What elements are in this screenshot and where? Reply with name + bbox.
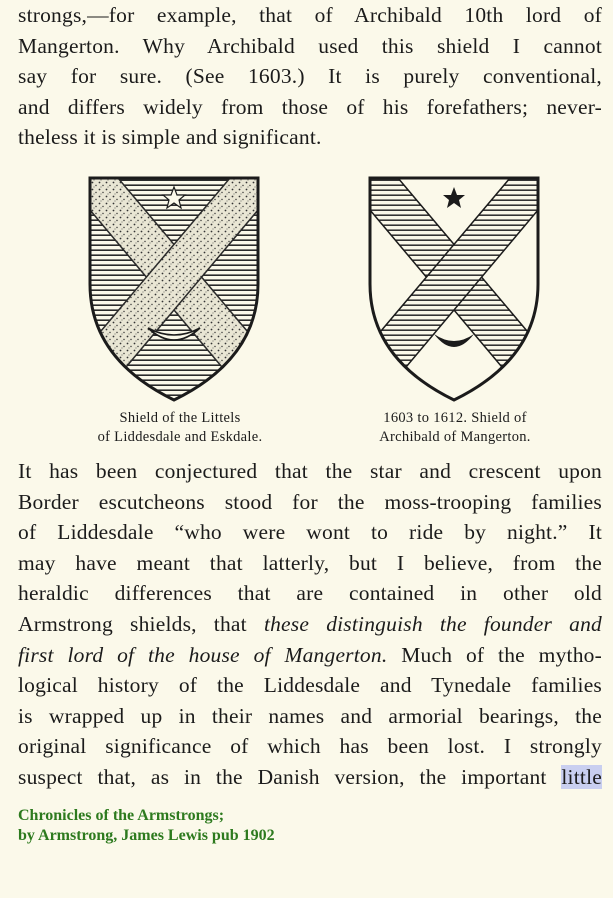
italic-emphasis: first lord of the house of Mangerton. <box>18 642 388 667</box>
italic-emphasis: these distinguish the founder and <box>263 611 602 636</box>
shield-mangerton-icon <box>364 174 544 404</box>
text-line: strongs,—for example, that of Archibald 10th lord of <box>18 3 602 27</box>
source-citation <box>18 806 275 846</box>
text-segment: Armstrong shields, that <box>18 611 264 636</box>
text-line <box>18 640 602 671</box>
shield-mangerton-figure <box>364 174 544 404</box>
shield-littels-icon <box>84 174 264 404</box>
text-line <box>18 762 602 793</box>
text-line: and differs widely from those of his forefathers; never- <box>18 94 602 119</box>
caption-line: of Liddesdale and Eskdale. <box>97 429 263 445</box>
selected-word-highlight[interactable]: little <box>561 764 602 789</box>
source-title: Chronicles of the Armstrongs; <box>18 807 225 824</box>
text-line: is wrapped up in their names and armorial bearings, the <box>18 703 602 728</box>
caption-line: Shield of the Littels <box>119 410 241 426</box>
text-segment: suspect that, as in the Danish version, the important <box>18 764 562 789</box>
text-segment: Much of the mytho- <box>387 642 602 667</box>
text-line: of Liddesdale “who were wont to ride by night.” It <box>18 520 602 545</box>
text-line <box>18 609 602 640</box>
text-line: original significance of which has been lost. I strongly <box>18 734 602 759</box>
caption-line: Archibald of Mangerton. <box>379 429 531 445</box>
bottom-paragraph <box>18 456 602 793</box>
source-author: by Armstrong, James Lewis pub 1902 <box>18 827 275 844</box>
shield-littels-figure <box>84 174 264 404</box>
top-paragraph <box>18 0 602 153</box>
text-line: logical history of the Liddesdale and Tynedale families <box>18 673 602 698</box>
text-line: say for sure. (See 1603.) It is purely conventional, <box>18 64 602 89</box>
text-line: Mangerton. Why Archibald used this shield I cannot <box>18 33 602 58</box>
text-line: may have meant that latterly, but I believe, from the <box>18 550 602 575</box>
text-line: It has been conjectured that the star and crescent upon <box>18 459 602 483</box>
shield-littels-caption <box>60 409 300 447</box>
text-line: Border escutcheons stood for the moss-trooping families <box>18 489 602 514</box>
caption-line: 1603 to 1612. Shield of <box>383 410 527 426</box>
shield-mangerton-caption <box>340 409 570 447</box>
text-line: theless it is simple and significant. <box>18 125 322 150</box>
text-line: heraldic differences that are contained in other old <box>18 581 602 606</box>
